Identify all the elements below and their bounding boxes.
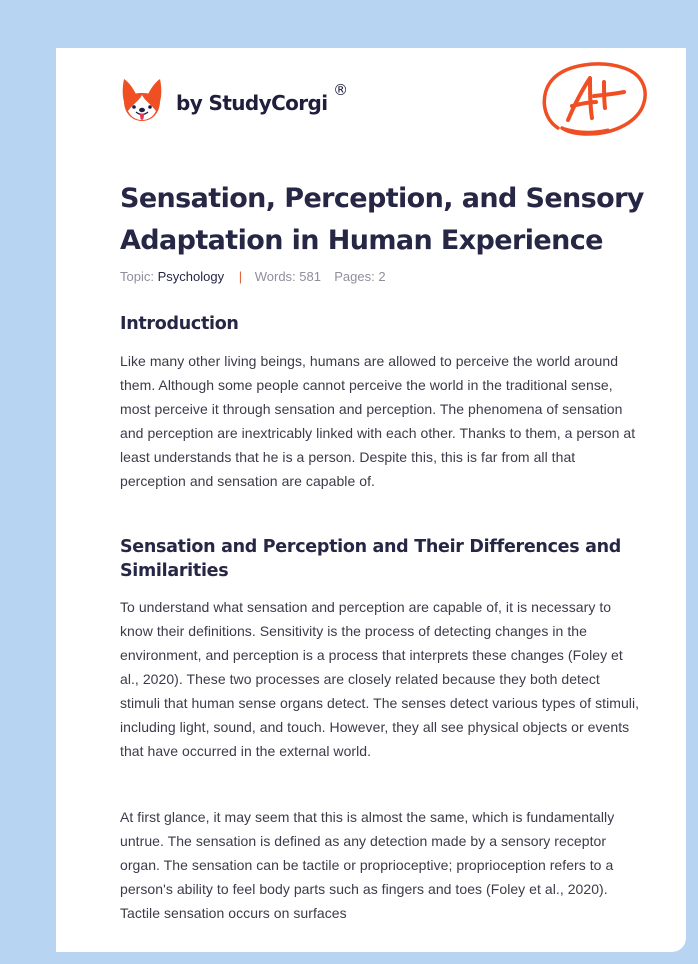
registered-mark: ® [333, 81, 348, 99]
words-count: 581 [299, 269, 321, 284]
pages-label: Pages: [334, 269, 375, 284]
a-plus-grade-icon [538, 58, 650, 140]
paragraph: Like many other living beings, humans are allowed to perceive the world around them. Although some people cannot perceive the world in the traditional sense, most perceive it through sensation and perception. The phenomena of sensation and perception are inextricably linked with each other. Thanks to them, a person at least understands that he is a person. Despite this, this is far from all that perception and sensation are capable of. [120, 353, 636, 489]
document-meta [120, 269, 386, 284]
document-card [56, 48, 686, 952]
pages-count: 2 [378, 269, 386, 284]
topic-link[interactable]: Psychology [157, 269, 225, 284]
meta-separator: | [238, 269, 243, 284]
brand-name-text: by StudyCorgi [176, 91, 328, 115]
paragraph: To understand what sensation and perception are capable of, it is necessary to know their definitions. Sensitivity is the process of detecting changes in the environment, and perception is a process that interprets these changes (Foley et al., 2020). These two processes are closely related because they both detect stimuli that human sense organs detect. The senses detect various types of stimuli, including light, sound, and touch. However, they all see physical objects or events that have occurred in the external world. [120, 599, 640, 759]
paragraph: At first glance, it may seem that this is almost the same, which is fundamentally untrue. The sensation is defined as any detection made by a sensory receptor organ. The sensation can be tactile or proprioceptive; proprioception refers to a person's ability to feel body parts such as fingers and toes (Foley et al., 2020). Tactile sensation occurs on surfaces [120, 809, 615, 921]
topic-label: Topic: [120, 269, 154, 284]
corgi-logo-icon [120, 77, 164, 123]
words-label: Words: [254, 269, 296, 284]
section-heading-differences: Sensation and Perception and Their Differences and Similarities [120, 537, 622, 581]
brand-name [176, 81, 348, 115]
brand-header[interactable] [120, 75, 348, 125]
section-heading-introduction: Introduction [120, 314, 239, 334]
document-title: Sensation, Perception, and Sensory Adaptation in Human Experience [120, 183, 644, 256]
